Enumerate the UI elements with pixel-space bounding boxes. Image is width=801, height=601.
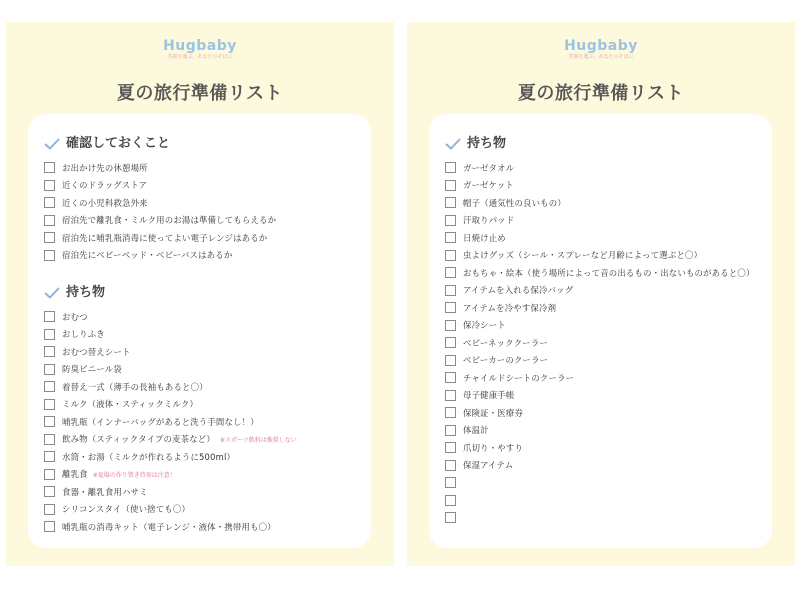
checklist — [44, 159, 361, 264]
checkbox-icon[interactable] — [445, 355, 456, 366]
checklist-item[interactable] — [44, 396, 361, 414]
checklist-item[interactable] — [445, 247, 762, 265]
checkbox-icon[interactable] — [445, 302, 456, 313]
checklist-item[interactable] — [44, 448, 361, 466]
checklist-item-label: 近くのドラッグストア — [62, 180, 148, 191]
checklist-item[interactable] — [445, 317, 762, 335]
section-title: 確認しておくこと — [66, 135, 171, 151]
checkbox-icon[interactable] — [445, 215, 456, 226]
logo-text: Hugbaby — [564, 38, 638, 54]
checklist-item[interactable] — [445, 352, 762, 370]
section-belongings — [44, 281, 361, 536]
checkbox-icon[interactable] — [44, 215, 55, 226]
checklist-item[interactable] — [445, 299, 762, 317]
checklist-item-label: 日焼け止め — [463, 232, 506, 243]
checklist-item[interactable] — [44, 247, 361, 265]
page-title: 夏の旅行準備リスト — [116, 83, 284, 104]
checklist-item-label: おむつ替えシート — [62, 346, 131, 357]
logo-text: Hugbaby — [163, 38, 237, 54]
checklist-item-label: シリコンスタイ（使い捨ても〇） — [62, 504, 191, 515]
checkbox-icon[interactable] — [44, 451, 55, 462]
checklist-card — [429, 114, 772, 548]
logo-tagline: 笑顔を運ぶ、あなたのそばに — [568, 54, 634, 60]
checklist-item-label: 爪切り・やすり — [463, 442, 524, 453]
checklist-item-label: 哺乳瓶（インナーバッグがあると洗う手間なし！） — [62, 416, 259, 427]
checklist-item-label: お出かけ先の休憩場所 — [62, 162, 148, 173]
checkbox-icon[interactable] — [44, 197, 55, 208]
checklist-item-label: 体温計 — [463, 425, 489, 436]
checklist-item-label: 近くの小児科救急外来 — [62, 197, 148, 208]
checkbox-icon[interactable] — [445, 477, 456, 488]
checklist-item[interactable] — [44, 361, 361, 379]
checkbox-icon[interactable] — [44, 434, 55, 445]
checklist-item[interactable] — [445, 457, 762, 475]
checkbox-icon[interactable] — [44, 486, 55, 497]
checkbox-icon[interactable] — [445, 372, 456, 383]
checklist-item-label: 食器・離乳食用ハサミ — [62, 486, 148, 497]
checkbox-icon[interactable] — [44, 311, 55, 322]
checkbox-icon[interactable] — [44, 329, 55, 340]
checklist-item[interactable] — [445, 282, 762, 300]
checkbox-icon[interactable] — [44, 381, 55, 392]
checkbox-icon[interactable] — [445, 407, 456, 418]
checklist-item-label: アイテムを入れる保冷バッグ — [463, 285, 574, 296]
checkbox-icon[interactable] — [44, 180, 55, 191]
checkbox-icon[interactable] — [445, 162, 456, 173]
checklist-item-label: 保冷シート — [463, 320, 506, 331]
section-title: 持ち物 — [467, 135, 507, 151]
checklist-page-right — [407, 22, 795, 566]
checkbox-icon[interactable] — [44, 364, 55, 375]
checklist-item[interactable] — [445, 194, 762, 212]
checklist-item-label: アイテムを冷やす保冷剤 — [463, 302, 557, 313]
section-header — [44, 281, 361, 299]
item-note: ※スポーツ飲料は推奨しない — [219, 436, 297, 444]
checklist-item-label: 哺乳瓶の消毒キット（電子レンジ・液体・携帯用も〇） — [62, 521, 276, 532]
checklist-item[interactable] — [445, 229, 762, 247]
checklist-item-label: チャイルドシートのクーラー — [463, 372, 575, 383]
logo-tagline: 笑顔を運ぶ、あなたのそばに — [167, 54, 233, 60]
checklist-item-label: 水筒・お湯（ミルクが作れるように500ml） — [62, 451, 236, 462]
checklist-item[interactable] — [445, 212, 762, 230]
checklist-item-label: 虫よけグッズ（シール・スプレーなど月齢によって選ぶと〇） — [463, 250, 703, 261]
checkbox-icon[interactable] — [44, 162, 55, 173]
checkbox-icon[interactable] — [445, 390, 456, 401]
checklist-item[interactable] — [44, 378, 361, 396]
checkbox-icon[interactable] — [445, 425, 456, 436]
checkmark-icon — [44, 135, 60, 147]
checklist-item[interactable] — [44, 343, 361, 361]
section-title: 持ち物 — [66, 284, 106, 300]
checkbox-icon[interactable] — [44, 521, 55, 532]
checklist-item-label: 着替え一式（薄手の長袖もあると〇） — [62, 381, 208, 392]
checklist-item[interactable] — [44, 466, 361, 484]
checklist-item[interactable] — [44, 159, 361, 177]
checkmark-icon — [445, 135, 461, 147]
checkmark-icon — [44, 284, 60, 296]
checklist-item-label: ミルク（液体・スティックミルク） — [62, 399, 199, 410]
checklist-item-label: 汗取りパッド — [463, 215, 515, 226]
checklist-item[interactable] — [445, 439, 762, 457]
checklist-item[interactable] — [445, 492, 762, 510]
checklist-card — [28, 114, 371, 548]
checklist-item-label: 防臭ビニール袋 — [62, 364, 122, 375]
checkbox-icon[interactable] — [44, 250, 55, 261]
checklist-item-label: ベビーカーのクーラー — [463, 355, 549, 366]
checklist-item[interactable] — [445, 369, 762, 387]
section-belongings — [445, 132, 762, 527]
checklist-item-label: おもちゃ・絵本（使う場所によって音の出るもの・出ないものがあると〇） — [463, 267, 755, 278]
checkbox-icon[interactable] — [445, 460, 456, 471]
checklist-item[interactable] — [445, 334, 762, 352]
checklist-item-label: 宿泊先にベビーベッド・ベビーバスはあるか — [62, 250, 233, 261]
checkbox-icon[interactable] — [445, 267, 456, 278]
checklist-page-left — [6, 22, 394, 566]
checklist-item-label: ガーゼケット — [463, 180, 514, 191]
checkbox-icon[interactable] — [445, 337, 456, 348]
brand-logo — [407, 38, 795, 61]
checklist-item-label: ベビーネッククーラー — [463, 337, 548, 348]
checklist-item[interactable] — [44, 518, 361, 536]
checklist-item-label: 保湿アイテム — [463, 460, 514, 471]
checkbox-icon[interactable] — [445, 512, 456, 523]
checklist-item[interactable] — [44, 212, 361, 230]
section-header — [44, 132, 361, 150]
checklist-item-label: ガーゼタオル — [463, 162, 515, 173]
checklist-item-label: 離乳食 — [62, 469, 88, 480]
checkbox-icon[interactable] — [445, 180, 456, 191]
checkbox-icon[interactable] — [445, 285, 456, 296]
checklist-item[interactable] — [44, 308, 361, 326]
checklist-item-label: 帽子（通気性の良いもの） — [463, 197, 566, 208]
checklist-item-label: おむつ — [62, 311, 88, 322]
checklist-item-label: 宿泊先で離乳食・ミルク用のお湯は準備してもらえるか — [62, 215, 277, 226]
checklist-item-label: おしりふき — [62, 329, 105, 340]
page-title: 夏の旅行準備リスト — [517, 83, 685, 104]
checkbox-icon[interactable] — [44, 346, 55, 357]
checklist-item[interactable] — [44, 326, 361, 344]
checkbox-icon[interactable] — [445, 232, 456, 243]
checklist-item[interactable] — [44, 431, 361, 449]
checkbox-icon[interactable] — [445, 197, 456, 208]
checkbox-icon[interactable] — [44, 469, 55, 480]
checklist-item[interactable] — [445, 474, 762, 492]
checklist-item[interactable] — [445, 387, 762, 405]
checklist-item-label: 飲み物（スティックタイプの麦茶など） — [62, 434, 215, 445]
checklist — [445, 159, 762, 527]
checklist-item[interactable] — [44, 229, 361, 247]
checkbox-icon[interactable] — [445, 442, 456, 453]
checklist — [44, 308, 361, 536]
checklist-item[interactable] — [44, 413, 361, 431]
checkbox-icon[interactable] — [44, 504, 55, 515]
item-note: ※夏場の作り置き持参は注意！ — [92, 471, 176, 479]
checkbox-icon[interactable] — [44, 399, 55, 410]
checklist-item[interactable] — [445, 177, 762, 195]
checklist-item[interactable] — [445, 509, 762, 527]
checkbox-icon[interactable] — [44, 416, 55, 427]
checkbox-icon[interactable] — [445, 495, 456, 506]
checklist-item[interactable] — [44, 501, 361, 519]
checklist-item[interactable] — [44, 194, 361, 212]
section-confirm — [44, 132, 361, 264]
checkbox-icon[interactable] — [445, 250, 456, 261]
section-header — [445, 132, 762, 150]
checklist-item[interactable] — [44, 483, 361, 501]
checklist-item[interactable] — [44, 177, 361, 195]
checklist-item-label: 宿泊先に哺乳瓶消毒に使ってよい電子レンジはあるか — [62, 232, 268, 243]
checkbox-icon[interactable] — [44, 232, 55, 243]
checklist-item[interactable] — [445, 264, 762, 282]
checklist-item[interactable] — [445, 422, 762, 440]
checklist-item-label: 母子健康手帳 — [463, 390, 515, 401]
checkbox-icon[interactable] — [445, 320, 456, 331]
checklist-item[interactable] — [445, 404, 762, 422]
brand-logo — [6, 38, 394, 61]
checklist-item-label: 保険証・医療券 — [463, 407, 524, 418]
checklist-item[interactable] — [445, 159, 762, 177]
